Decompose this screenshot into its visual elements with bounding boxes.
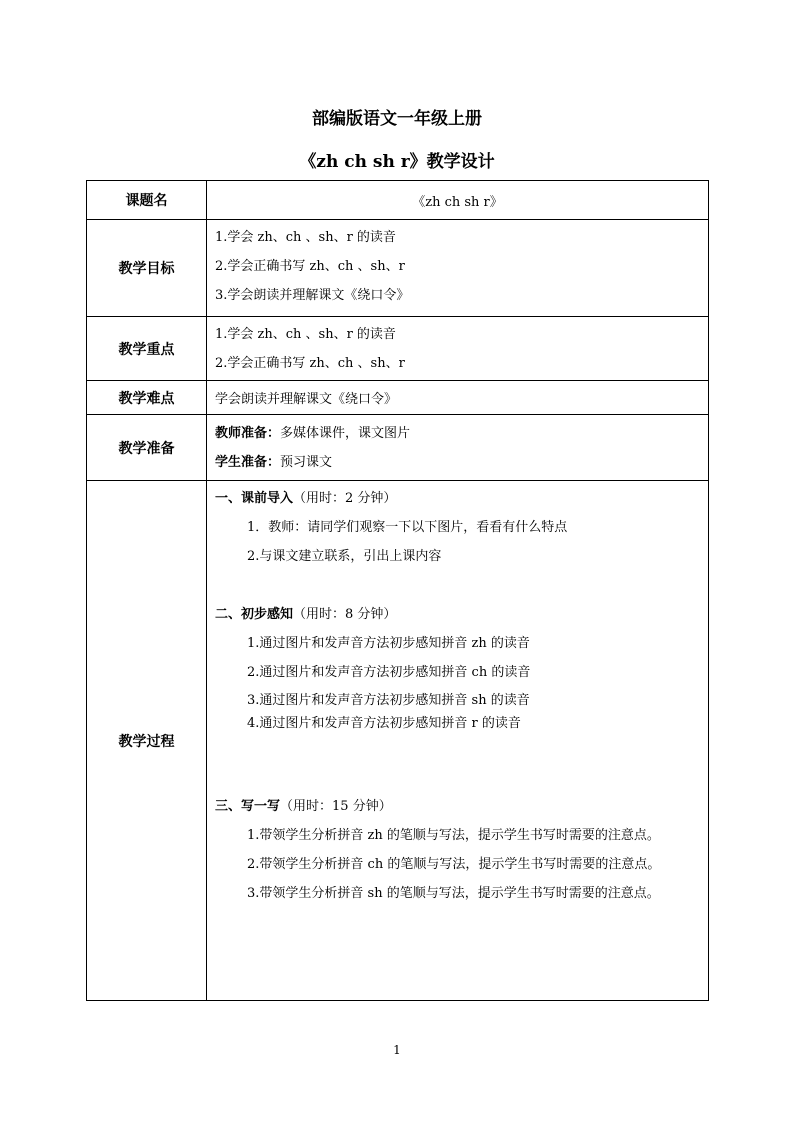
goals-label: 教学目标 bbox=[87, 220, 207, 317]
section-heading bbox=[215, 484, 700, 513]
table-row-topic bbox=[87, 181, 709, 220]
student-preparation-label: 学生准备： bbox=[215, 455, 281, 470]
difficulties-label: 教学难点 bbox=[87, 381, 207, 415]
topic-label: 课题名 bbox=[87, 181, 207, 220]
list-item: 2.通过图片和发声音方法初步感知拼音 ch 的读音 bbox=[247, 665, 531, 680]
section-heading bbox=[215, 600, 700, 629]
table-row-preparation bbox=[87, 415, 709, 481]
difficulties-value: 学会朗读并理解课文《绕口令》 bbox=[207, 381, 709, 415]
page-number: 1 bbox=[393, 1043, 401, 1057]
list-item: 1.学会 zh、ch 、sh、r 的读音 bbox=[215, 230, 396, 245]
list-item: 3.学会朗读并理解课文《绕口令》 bbox=[215, 288, 410, 303]
list-item: 3.通过图片和发声音方法初步感知拼音 sh 的读音 bbox=[247, 693, 530, 708]
teacher-preparation-value: 多媒体课件，课文图片 bbox=[280, 426, 411, 441]
document-subtitle: 《zh ch sh r》教学设计 bbox=[299, 152, 495, 172]
key-points-list bbox=[207, 317, 709, 381]
list-item: 1.学会 zh、ch 、sh、r 的读音 bbox=[215, 327, 396, 342]
document-title: 部编版语文一年级上册 bbox=[312, 109, 482, 129]
key-points-label: 教学重点 bbox=[87, 317, 207, 381]
goals-list bbox=[207, 220, 709, 317]
preparation-list bbox=[207, 415, 709, 481]
topic-value: 《zh ch sh r》 bbox=[207, 181, 709, 220]
list-item: 2.带领学生分析拼音 ch 的笔顺与写法，提示学生书写时需要的注意点。 bbox=[247, 857, 661, 872]
table-row-difficulties bbox=[87, 381, 709, 415]
teacher-preparation-label: 教师准备： bbox=[215, 426, 281, 441]
list-item: 1．教师：请同学们观察一下以下图片，看看有什么特点 bbox=[247, 520, 568, 535]
section-title: 二、初步感知 bbox=[215, 607, 294, 622]
section-time: （用时：15 分钟） bbox=[280, 799, 392, 814]
list-item: 2.与课文建立联系，引出上课内容 bbox=[247, 549, 442, 564]
table-row-goals bbox=[87, 220, 709, 317]
teacher-preparation bbox=[215, 419, 700, 448]
student-preparation-value: 预习课文 bbox=[280, 455, 333, 470]
section-title: 三、写一写 bbox=[215, 799, 281, 814]
lesson-plan-table bbox=[86, 180, 709, 1001]
preparation-label: 教学准备 bbox=[87, 415, 207, 481]
student-preparation bbox=[215, 448, 700, 477]
section-time: （用时：2 分钟） bbox=[293, 491, 397, 506]
table-row-key-points bbox=[87, 317, 709, 381]
process-label: 教学过程 bbox=[87, 481, 207, 1001]
section-heading bbox=[215, 792, 700, 821]
list-item: 1.通过图片和发声音方法初步感知拼音 zh 的读音 bbox=[247, 636, 530, 651]
list-item: 2.学会正确书写 zh、ch 、sh、r bbox=[215, 356, 405, 371]
list-item: 1.带领学生分析拼音 zh 的笔顺与写法，提示学生书写时需要的注意点。 bbox=[247, 828, 660, 843]
table-row-process bbox=[87, 481, 709, 1001]
section-title: 一、课前导入 bbox=[215, 491, 294, 506]
list-item: 4.通过图片和发声音方法初步感知拼音 r 的读音 bbox=[247, 716, 521, 731]
list-item: 2.学会正确书写 zh、ch 、sh、r bbox=[215, 259, 405, 274]
process-content bbox=[207, 481, 709, 1001]
section-time: （用时：8 分钟） bbox=[293, 607, 397, 622]
list-item: 3.带领学生分析拼音 sh 的笔顺与写法，提示学生书写时需要的注意点。 bbox=[247, 886, 660, 901]
